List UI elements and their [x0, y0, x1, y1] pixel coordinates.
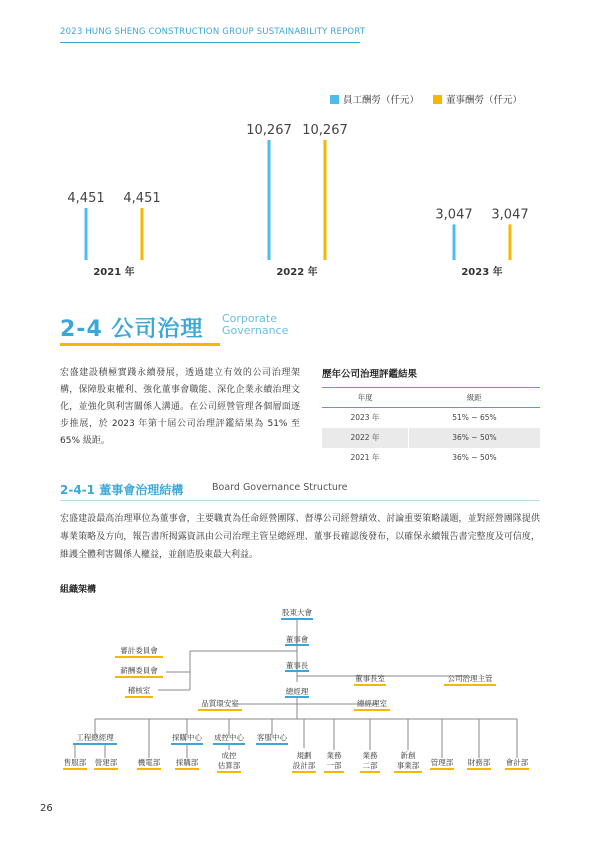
org-label: 規劃	[296, 751, 312, 760]
subsection-rule	[60, 500, 540, 501]
data-label: 4,451	[67, 190, 105, 206]
org-label: 財務部	[467, 758, 491, 767]
org-label: 品質環安室	[201, 699, 239, 708]
table-cell-range: 36% ~ 50%	[408, 428, 540, 448]
org-label: 董事長室	[355, 674, 385, 683]
table-cell-range: 51% ~ 65%	[452, 413, 497, 423]
org-label: 估算部	[217, 761, 241, 770]
data-label: 10,267	[246, 123, 292, 138]
org-node-procurement	[175, 757, 199, 769]
remuneration-bar-chart	[0, 110, 595, 280]
org-label: 售服部	[63, 758, 87, 767]
org-label: 事業部	[396, 761, 420, 770]
bar-director-1	[324, 140, 327, 260]
org-label: 公司治理主管	[447, 674, 493, 683]
section-title-en-line1: Corporate	[222, 312, 277, 325]
org-node-new-venture	[394, 750, 422, 772]
org-label: 管理部	[430, 758, 454, 767]
board-body-text: 宏盛建設最高治理單位為董事會，主要職責為任命經營團隊、督導公司經營績效、討論重要策略議題，並對經營團隊提供專業策略及方向，報告書所揭露資訊由公司治理主管呈總經理、董事長確認後發布，以確保永續報告書完整度及可信度，維護全體利害關係人權益，並創造股東最大利益。	[60, 514, 540, 560]
subsection-title: 2-4-1 董事會治理結構	[60, 483, 184, 497]
org-node-accounting	[505, 757, 529, 769]
org-label: 審計委員會	[120, 646, 158, 655]
org-chart-title: 組織架構	[60, 585, 97, 595]
section-underline	[60, 343, 220, 346]
org-label: 營建部	[94, 758, 118, 767]
org-node-quality-safety	[198, 698, 242, 710]
bar-director-2	[509, 224, 512, 260]
bar-employee-0	[85, 208, 88, 260]
eval-table-header-year: 年度	[322, 388, 408, 408]
org-node-engineering-manager	[73, 732, 117, 744]
page-number: 26	[40, 803, 53, 814]
org-label: 客服中心	[257, 733, 287, 742]
org-node-board	[285, 634, 309, 645]
legend-label-director: 董事酬勞（仟元）	[446, 95, 523, 106]
legend-item-director	[433, 92, 522, 106]
table-cell-year: 2021 年	[322, 448, 408, 468]
org-node-general-manager	[285, 686, 309, 697]
org-node-audit-committee	[115, 645, 163, 657]
org-node-chairman-office	[354, 673, 386, 685]
org-label: 股東大會	[282, 608, 312, 617]
org-chart	[0, 600, 595, 790]
report-header: 2023 HUNG SHENG CONSTRUCTION GROUP SUSTAINABILITY REPORT	[60, 27, 366, 37]
legend-swatch-employee	[330, 95, 339, 104]
section-title-en-line2: Governance	[222, 324, 289, 337]
org-label: 一部	[326, 761, 342, 770]
table-row	[322, 428, 540, 448]
header-rule	[60, 42, 360, 43]
org-label: 業務	[326, 751, 342, 760]
org-label: 薪酬委員會	[120, 666, 158, 675]
intro-paragraph	[60, 365, 300, 450]
org-label: 設計部	[292, 761, 316, 770]
org-label: 董事長	[285, 661, 309, 670]
org-label: 成控中心	[214, 733, 244, 742]
data-label: 3,047	[491, 207, 529, 223]
org-node-business-2	[360, 750, 380, 772]
subsection-title-en: Board Governance Structure	[212, 482, 348, 493]
bar-employee-1	[268, 140, 271, 260]
org-label: 總經理	[285, 687, 309, 696]
org-node-governance-officer	[444, 673, 496, 685]
org-label: 總經理室	[357, 699, 387, 708]
bar-director-0	[141, 208, 144, 260]
org-label: 工程總經理	[76, 733, 114, 742]
data-label: 10,267	[302, 123, 348, 138]
eval-table	[322, 387, 540, 468]
org-label: 採購中心	[172, 733, 202, 742]
org-label: 稽核室	[127, 686, 151, 695]
category-label: 2023 年	[461, 267, 503, 278]
org-node-shareholders	[281, 607, 313, 619]
legend-label-employee: 員工酬勞（仟元）	[343, 95, 420, 106]
table-row	[322, 408, 540, 428]
org-node-management	[430, 757, 454, 769]
category-label: 2021 年	[93, 267, 135, 278]
org-node-cost-center	[213, 732, 245, 744]
legend-swatch-director	[433, 95, 442, 104]
table-row	[322, 448, 540, 468]
data-label: 3,047	[435, 207, 473, 223]
org-node-mep	[137, 757, 161, 769]
org-node-construction	[94, 757, 118, 769]
org-label: 採購部	[175, 758, 199, 767]
org-node-planning-design	[292, 750, 316, 772]
table-cell-range: 36% ~ 50%	[452, 453, 497, 462]
eval-table-header-row	[322, 388, 540, 408]
org-label: 成控	[221, 751, 237, 760]
org-node-business-1	[324, 750, 344, 772]
org-node-gm-office	[354, 698, 390, 710]
intro-text: 宏盛建設積極實踐永續發展，透過建立有效的公司治理架構，保障股東權利、強化董事會職能、深化企業永續治理文化，並強化與利害關係人溝通。在公司經營管理各個層面逐步推展，於 2023 年第十屆公司治理評鑑結果為 51% 至 65% 級距。	[60, 368, 300, 446]
table-cell-year: 2022 年	[322, 428, 408, 448]
org-label: 會計部	[505, 758, 529, 767]
bar-employee-2	[453, 224, 456, 260]
org-node-service-center	[256, 732, 288, 744]
org-node-sales-service	[63, 757, 87, 769]
chart-legend	[330, 92, 522, 106]
legend-item-employee	[330, 92, 419, 106]
org-node-remuneration-committee	[115, 665, 163, 677]
eval-table-title: 歷年公司治理評鑑結果	[322, 369, 418, 380]
org-node-cost-estimation	[217, 750, 241, 772]
org-label: 董事會	[285, 635, 309, 644]
org-label: 二部	[362, 761, 378, 770]
org-node-chairman	[285, 660, 309, 671]
org-node-procurement-center	[171, 732, 203, 744]
org-node-auditing-office	[125, 685, 153, 697]
eval-table-header-range: 級距	[408, 388, 540, 408]
category-label: 2022 年	[276, 267, 318, 278]
section-title-en	[222, 313, 288, 337]
section-title: 2-4 公司治理	[60, 317, 204, 342]
org-node-finance	[467, 757, 491, 769]
data-label: 4,451	[123, 190, 161, 206]
table-cell-year: 2023 年	[322, 408, 408, 428]
org-label: 機電部	[137, 758, 161, 767]
org-label: 新創	[400, 751, 416, 760]
org-label: 業務	[362, 751, 378, 760]
